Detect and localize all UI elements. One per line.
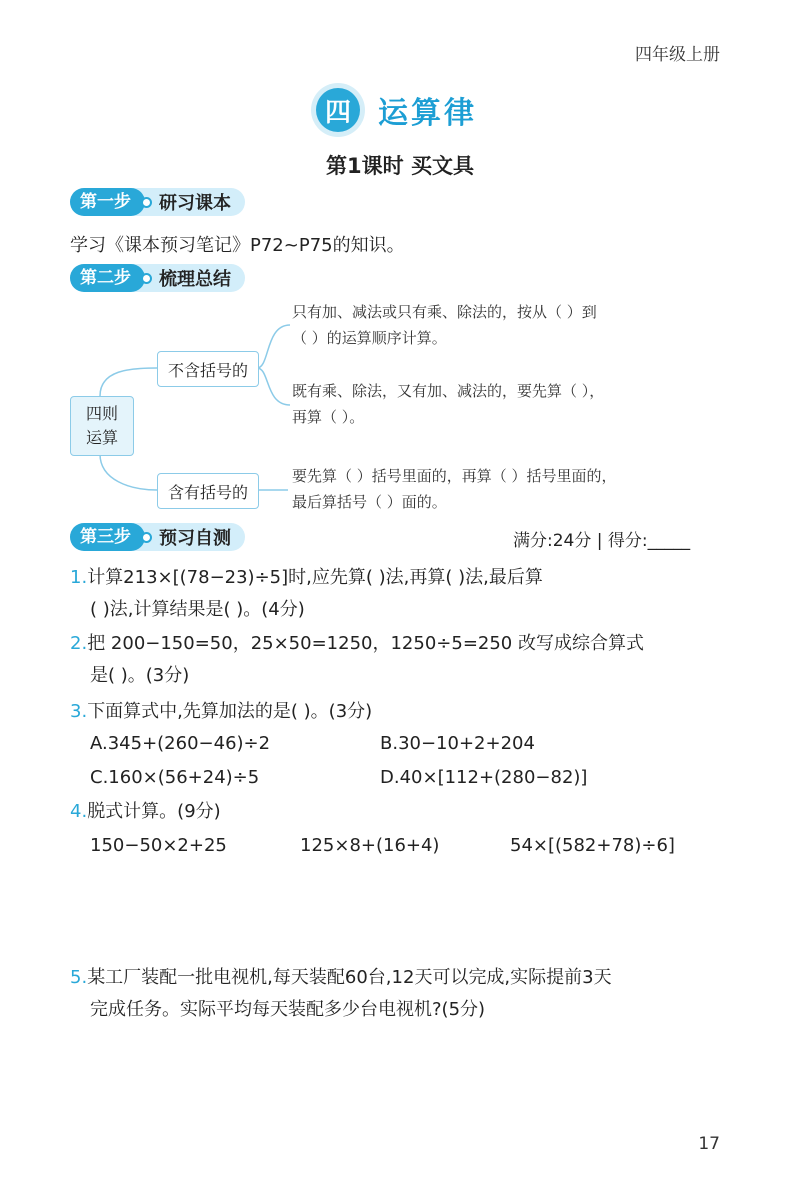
grade-label: 四年级上册	[635, 45, 720, 65]
question-number: 1.	[70, 567, 88, 588]
mindmap-branch-no-brackets: 不含括号的	[157, 351, 259, 387]
step3-banner	[70, 523, 245, 551]
mindmap-root-line1: 四则	[85, 404, 118, 423]
question-5-line2: 完成任务。实际平均每天装配多少台电视机?(5分)	[90, 999, 486, 1020]
lesson-title: 第1课时 买文具	[326, 154, 474, 178]
unit-number-badge: 四	[316, 88, 360, 132]
mindmap-item3-line2: 最后算括号（ ）面的。	[292, 493, 447, 511]
option-c: C.160×(56+24)÷5	[90, 767, 260, 788]
question-1-line1: 计算213×[(78−23)÷5]时,应先算( )法,再算( )法,最后算	[87, 567, 543, 588]
question-5-line1: 某工厂装配一批电视机,每天装配60台,12天可以完成,实际提前3天	[87, 967, 612, 988]
mindmap-item2-line2: 再算（ ）。	[292, 408, 365, 426]
question-3	[70, 696, 372, 728]
question-5	[70, 962, 612, 1026]
question-1	[70, 562, 543, 626]
step1-tag: 第一步	[70, 188, 145, 216]
mindmap-item3	[292, 463, 617, 515]
unit-title: 运算律	[378, 96, 477, 131]
mindmap-item1	[292, 299, 597, 351]
mindmap-branch-with-brackets: 含有括号的	[157, 473, 259, 509]
question-number: 3.	[70, 701, 88, 722]
page-number: 17	[698, 1134, 720, 1154]
expression-3: 54×[(582+78)÷6]	[510, 835, 675, 856]
mindmap-root-line2: 运算	[85, 428, 118, 447]
mindmap-item3-line1: 要先算（ ）括号里面的，再算（ ）括号里面的，	[292, 467, 617, 485]
question-3-line1: 下面算式中,先算加法的是( )。(3分)	[87, 701, 373, 722]
score-label: 满分:24分 | 得分:_____	[513, 531, 691, 551]
step1-name: 研习课本	[159, 193, 231, 214]
mindmap-item2-line1: 既有乘、除法，又有加、减法的，要先算（ ），	[292, 382, 605, 400]
step-dot-icon	[141, 532, 152, 543]
expression-2: 125×8+(16+4)	[300, 835, 440, 856]
question-2-line1: 把 200−150=50，25×50=1250，1250÷5=250 改写成综合算式	[87, 633, 644, 654]
mindmap-item1-line2: （ ）的运算顺序计算。	[292, 329, 447, 347]
option-b: B.30−10+2+204	[380, 733, 535, 754]
question-4	[70, 796, 221, 828]
step1-content: 学习《课本预习笔记》P72~P75的知识。	[70, 235, 405, 256]
step3-name: 预习自测	[159, 528, 231, 549]
question-number: 2.	[70, 633, 88, 654]
question-2	[70, 628, 644, 692]
step2-name: 梳理总结	[159, 269, 231, 290]
step3-tag: 第三步	[70, 523, 145, 551]
step2-tag: 第二步	[70, 264, 145, 292]
question-2-line2: 是( )。(3分)	[90, 665, 190, 686]
option-a: A.345+(260−46)÷2	[90, 733, 271, 754]
mindmap-item1-line1: 只有加、减法或只有乘、除法的，按从（ ）到	[292, 303, 597, 321]
expression-1: 150−50×2+25	[90, 835, 227, 856]
question-4-line1: 脱式计算。(9分)	[87, 801, 221, 822]
question-1-line2: ( )法,计算结果是( )。(4分)	[90, 599, 305, 620]
option-d: D.40×[112+(280−82)]	[380, 767, 588, 788]
mindmap-root	[70, 396, 134, 456]
question-number: 4.	[70, 801, 88, 822]
question-number: 5.	[70, 967, 88, 988]
mindmap-item2	[292, 378, 604, 430]
